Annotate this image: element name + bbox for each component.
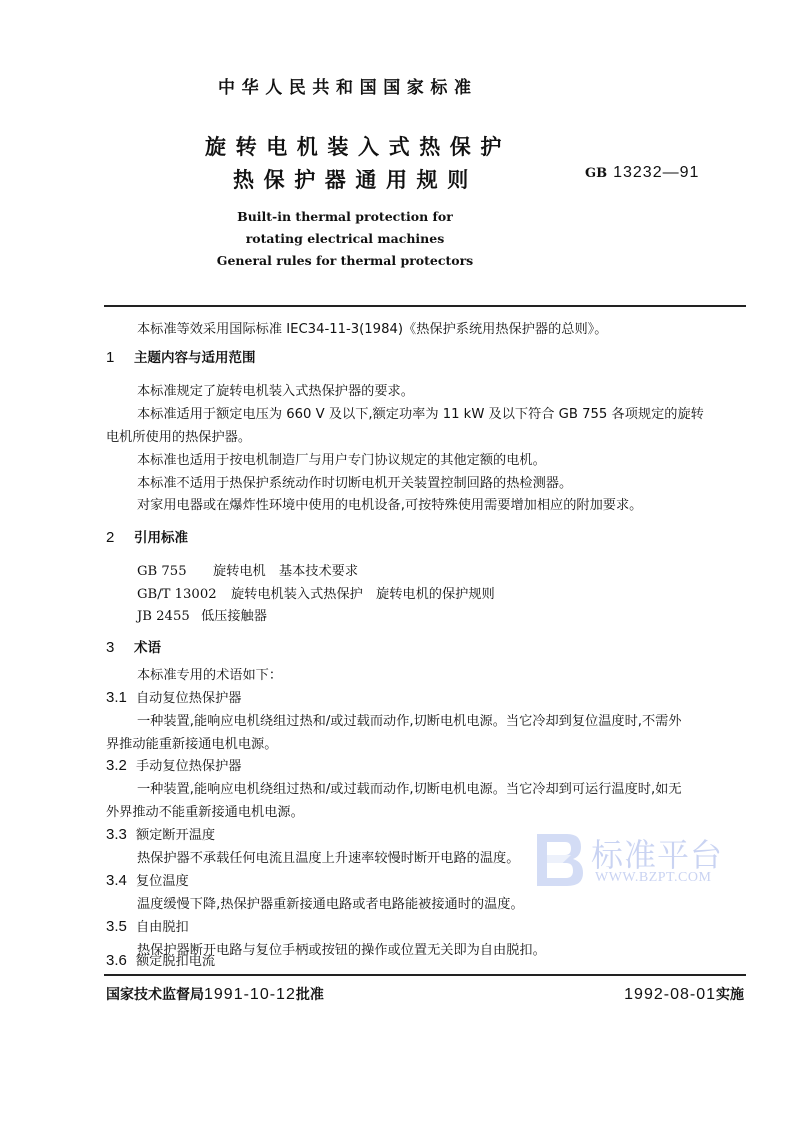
title-en-line3: General rules for thermal protectors xyxy=(216,253,474,268)
term-definition-continuation: 界推动能重新接通电机电源。 xyxy=(106,737,278,752)
term-heading-3-6 xyxy=(106,950,215,969)
approval-suffix: 批准 xyxy=(295,987,324,1003)
title-en-line1: Built-in thermal protection for xyxy=(237,209,453,224)
reference-title: 低压接触器 xyxy=(201,609,267,624)
standard-prefix: GB xyxy=(585,166,608,181)
term-definition: 热保护器断开电路与复位手柄或按钮的操作或位置无关即为自由脱扣。 xyxy=(137,943,546,958)
national-standard-label: 中华人民共和国国家标准 xyxy=(218,78,478,98)
reference-item xyxy=(137,605,267,624)
paragraph: 对家用电器或在爆炸性环境中使用的电机设备,可按特殊使用需要增加相应的附加要求。 xyxy=(137,498,643,513)
effective-date: 1992-08-01 xyxy=(624,986,716,1003)
term-heading-3-4 xyxy=(106,870,189,889)
reference-title: 旋转电机 基本技术要求 xyxy=(213,564,359,579)
term-name: 自由脱扣 xyxy=(136,920,189,935)
approval-line xyxy=(106,984,324,1004)
section-title: 引用标准 xyxy=(134,530,188,546)
term-name: 复位温度 xyxy=(136,874,189,889)
title-en-line2: rotating electrical machines xyxy=(245,231,445,246)
reference-code: GB 755 xyxy=(137,564,187,579)
section-title: 主题内容与适用范围 xyxy=(134,350,256,366)
term-name: 额定断开温度 xyxy=(136,828,216,843)
intro-paragraph: 本标准等效采用国际标准 IEC34-11-3(1984)《热保护系统用热保护器的总则》。 xyxy=(137,322,608,337)
paragraph: 本标准不适用于热保护系统动作时切断电机开关装置控制回路的热检测器。 xyxy=(137,476,573,491)
section-1-heading xyxy=(106,346,256,366)
watermark xyxy=(533,830,733,894)
bzpt-b-logo-icon xyxy=(533,830,585,890)
term-definition: 一种装置,能响应电机绕组过热和/或过载而动作,切断电机电源。当它冷却到可运行温度时,如无 xyxy=(137,782,682,797)
term-definition-continuation: 外界推动不能重新接通电机电源。 xyxy=(106,805,304,820)
reference-title: 旋转电机装入式热保护 旋转电机的保护规则 xyxy=(231,587,495,602)
reference-item xyxy=(137,583,495,602)
term-name: 额定脱扣电流 xyxy=(136,954,216,969)
paragraph: 本标准也适用于按电机制造厂与用户专门协议规定的其他定额的电机。 xyxy=(137,453,546,468)
paragraph-continuation: 电机所使用的热保护器。 xyxy=(106,430,252,445)
term-number: 3.6 xyxy=(106,952,127,969)
paragraph: 本标准规定了旋转电机装入式热保护器的要求。 xyxy=(137,384,414,399)
section-2-heading xyxy=(106,526,188,546)
term-number: 3.1 xyxy=(106,689,127,706)
term-name: 手动复位热保护器 xyxy=(136,759,242,774)
approval-date: 1991-10-12 xyxy=(204,986,296,1003)
term-number: 3.2 xyxy=(106,757,127,774)
title-cn-line2: 热保护器通用规则 xyxy=(233,168,478,192)
term-heading-3-2 xyxy=(106,755,242,774)
title-cn-line1: 旋转电机装入式热保护 xyxy=(205,135,511,159)
footer-divider xyxy=(104,974,746,976)
terms-intro: 本标准专用的术语如下： xyxy=(137,668,283,683)
watermark-text: 标准平台 xyxy=(591,836,724,874)
term-heading-3-1 xyxy=(106,687,242,706)
term-definition: 热保护器不承载任何电流且温度上升速率较慢时断开电路的温度。 xyxy=(137,851,520,866)
term-number: 3.4 xyxy=(106,872,127,889)
term-number: 3.3 xyxy=(106,826,127,843)
reference-code: GB/T 13002 xyxy=(137,587,217,602)
term-definition: 一种装置,能响应电机绕组过热和/或过载而动作,切断电机电源。当它冷却到复位温度时,不需外 xyxy=(137,714,682,729)
term-number: 3.5 xyxy=(106,918,127,935)
standard-code: 13232—91 xyxy=(613,164,700,181)
section-number: 3 xyxy=(106,639,115,656)
header-divider xyxy=(104,305,746,307)
reference-code: JB 2455 xyxy=(137,609,190,624)
section-3-heading xyxy=(106,636,161,656)
term-heading-3-3 xyxy=(106,824,215,843)
term-definition: 温度缓慢下降,热保护器重新接通电路或者电路能被接通时的温度。 xyxy=(137,897,524,912)
term-heading-3-5 xyxy=(106,916,189,935)
watermark-url: WWW.BZPT.COM xyxy=(595,870,712,885)
section-number: 1 xyxy=(106,349,115,366)
term-name: 自动复位热保护器 xyxy=(136,691,242,706)
effective-suffix: 实施 xyxy=(716,987,744,1003)
section-number: 2 xyxy=(106,529,115,546)
approval-org: 国家技术监督局 xyxy=(106,987,204,1003)
paragraph: 本标准适用于额定电压为 660 V 及以下,额定功率为 11 kW 及以下符合 GB 755 各项规定的旋转 xyxy=(137,407,704,422)
effective-line xyxy=(624,984,744,1004)
standard-number xyxy=(585,162,699,182)
reference-item xyxy=(137,560,358,579)
section-title: 术语 xyxy=(134,640,161,656)
